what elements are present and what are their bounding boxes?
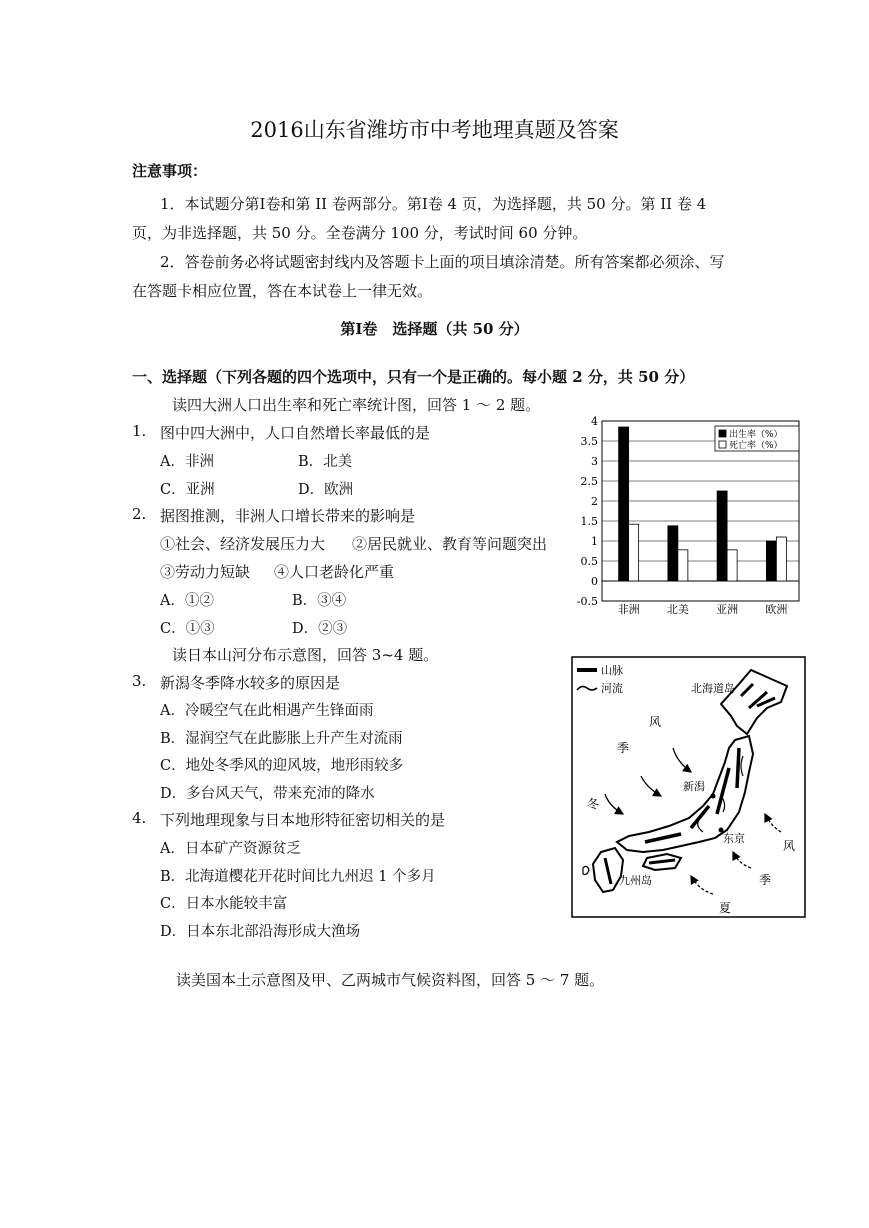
y-tick-label: -0.5 bbox=[576, 595, 598, 608]
label-kyushu: 九州岛 bbox=[619, 874, 652, 887]
chart-y-ticks bbox=[577, 415, 598, 608]
label-hokkaido: 北海道岛 bbox=[691, 682, 735, 695]
q1-option-c: C．亚洲 bbox=[160, 482, 215, 498]
x-category-label: 北美 bbox=[666, 603, 689, 616]
y-tick-label: 1.5 bbox=[580, 515, 598, 528]
q1-stem: 图中四大洲中，人口自然增长率最低的是 bbox=[160, 424, 431, 442]
death-rate-bar-3 bbox=[776, 537, 786, 581]
q4-option-a: A．日本矿产资源贫乏 bbox=[160, 841, 301, 857]
legend-mountain: 山脉 bbox=[601, 664, 623, 677]
notice-line-1b: 页，为非选择题，共 50 分。全卷满分 100 分，考试时间 60 分钟。 bbox=[132, 224, 588, 242]
summer-wind-char-1: 夏 bbox=[719, 901, 732, 915]
q1-option-b: B．北美 bbox=[298, 454, 353, 470]
birth-rate-bar-1 bbox=[668, 526, 678, 581]
birth-rate-bar-2 bbox=[717, 491, 727, 581]
intro-q5-7: 读美国本土示意图及甲、乙两城市气候资料图，回答 5 ～ 7 题。 bbox=[176, 971, 605, 989]
q3-stem: 新潟冬季降水较多的原因是 bbox=[160, 674, 341, 692]
x-category-label: 非洲 bbox=[617, 603, 640, 616]
winter-wind-char-3: 风 bbox=[649, 715, 662, 729]
notice-label: 注意事项： bbox=[132, 162, 208, 180]
x-category-label: 欧洲 bbox=[765, 603, 788, 616]
legend-label-birth: 出生率（%） bbox=[729, 430, 783, 440]
q3-number: 3. bbox=[132, 672, 147, 690]
q3-option-c: C．地处冬季风的迎风坡，地形雨较多 bbox=[160, 758, 404, 774]
summer-wind-char-2: 季 bbox=[759, 873, 772, 887]
y-tick-label: 0.5 bbox=[580, 555, 598, 568]
section-title: 第Ⅰ卷 选择题（共 50 分） bbox=[340, 320, 529, 338]
q2-option-b: B．③④ bbox=[292, 593, 347, 609]
q4-option-b: B．北海道樱花开花时间比九州迟 1 个多月 bbox=[160, 869, 436, 885]
winter-wind-char-1: 冬 bbox=[587, 797, 600, 811]
q4-number: 4. bbox=[132, 809, 147, 827]
label-niigata: 新潟 bbox=[683, 780, 705, 793]
x-category-label: 亚洲 bbox=[716, 603, 739, 616]
chart-svg bbox=[567, 413, 807, 618]
q2-statement-4: ④人口老龄化严重 bbox=[274, 563, 395, 581]
intro-q3-4: 读日本山河分布示意图，回答 3~4 题。 bbox=[172, 646, 439, 664]
q4-stem: 下列地理现象与日本地形特征密切相关的是 bbox=[160, 811, 446, 829]
birth-rate-bar-0 bbox=[619, 427, 629, 581]
map-svg bbox=[571, 656, 806, 918]
intro-q1-2: 读四大洲人口出生率和死亡率统计图，回答 1 ～ 2 题。 bbox=[172, 396, 541, 414]
y-tick-label: 3 bbox=[591, 455, 598, 468]
q2-option-a: A．①② bbox=[160, 593, 214, 609]
winter-wind-char-2: 季 bbox=[617, 741, 630, 755]
y-tick-label: 2 bbox=[591, 495, 598, 508]
label-tokyo: 东京 bbox=[723, 832, 745, 845]
summer-wind-char-3: 风 bbox=[783, 839, 796, 853]
q2-statement-2: ②居民就业、教育等问题突出 bbox=[352, 535, 548, 553]
legend-swatch-death bbox=[719, 441, 726, 448]
q2-stem: 据图推测，非洲人口增长带来的影响是 bbox=[160, 507, 416, 525]
y-tick-label: 1 bbox=[591, 535, 598, 548]
q2-statement-3: ③劳动力短缺 bbox=[160, 563, 251, 581]
notice-line-2a: 2．答卷前务必将试题密封线内及答题卡上面的项目填涂清楚。所有答案都必须涂、写 bbox=[160, 253, 725, 271]
q3-option-a: A．冷暖空气在此相遇产生锋面雨 bbox=[160, 703, 374, 719]
part-heading: 一、选择题（下列各题的四个选项中，只有一个是正确的。每小题 2 分，共 50 分） bbox=[132, 368, 695, 386]
q2-number: 2. bbox=[132, 505, 147, 523]
page-title: 2016山东省潍坊市中考地理真题及答案 bbox=[250, 118, 619, 142]
y-tick-label: 2.5 bbox=[580, 475, 598, 488]
q4-option-c: C．日本水能较丰富 bbox=[160, 896, 288, 912]
notice-line-2b: 在答题卡相应位置，答在本试卷上一律无效。 bbox=[132, 282, 433, 300]
death-rate-bar-2 bbox=[727, 550, 737, 581]
death-rate-bar-0 bbox=[629, 524, 639, 581]
q2-statement-1: ①社会、经济发展压力大 bbox=[160, 535, 326, 553]
q4-option-d: D．日本东北部沿海形成大渔场 bbox=[160, 924, 361, 940]
q2-option-c: C．①③ bbox=[160, 621, 215, 637]
legend-river: 河流 bbox=[601, 682, 623, 695]
chart-legend bbox=[715, 426, 799, 451]
death-rate-bar-1 bbox=[678, 550, 688, 581]
y-tick-label: 0 bbox=[591, 575, 598, 588]
q1-option-d: D．欧洲 bbox=[298, 482, 354, 498]
birth-rate-bar-3 bbox=[766, 541, 776, 581]
q3-option-b: B．湿润空气在此膨胀上升产生对流雨 bbox=[160, 731, 403, 747]
q1-option-a: A．非洲 bbox=[160, 454, 214, 470]
legend-swatch-birth bbox=[719, 430, 726, 437]
y-tick-label: 4 bbox=[591, 415, 598, 428]
chart-x-labels bbox=[618, 602, 788, 616]
niigata-dot bbox=[711, 794, 716, 799]
q2-option-d: D．②③ bbox=[292, 621, 348, 637]
japan-mountain-river-map bbox=[571, 656, 806, 918]
y-tick-label: 3.5 bbox=[580, 435, 598, 448]
population-rate-chart bbox=[567, 413, 807, 618]
q3-option-d: D．多台风天气，带来充沛的降水 bbox=[160, 786, 375, 802]
legend-label-death: 死亡率（%） bbox=[729, 441, 783, 451]
notice-line-1a: 1．本试题分第Ⅰ卷和第 II 卷两部分。第Ⅰ卷 4 页，为选择题，共 50 分。第 II 卷 4 bbox=[160, 195, 707, 213]
q1-number: 1. bbox=[132, 422, 147, 440]
